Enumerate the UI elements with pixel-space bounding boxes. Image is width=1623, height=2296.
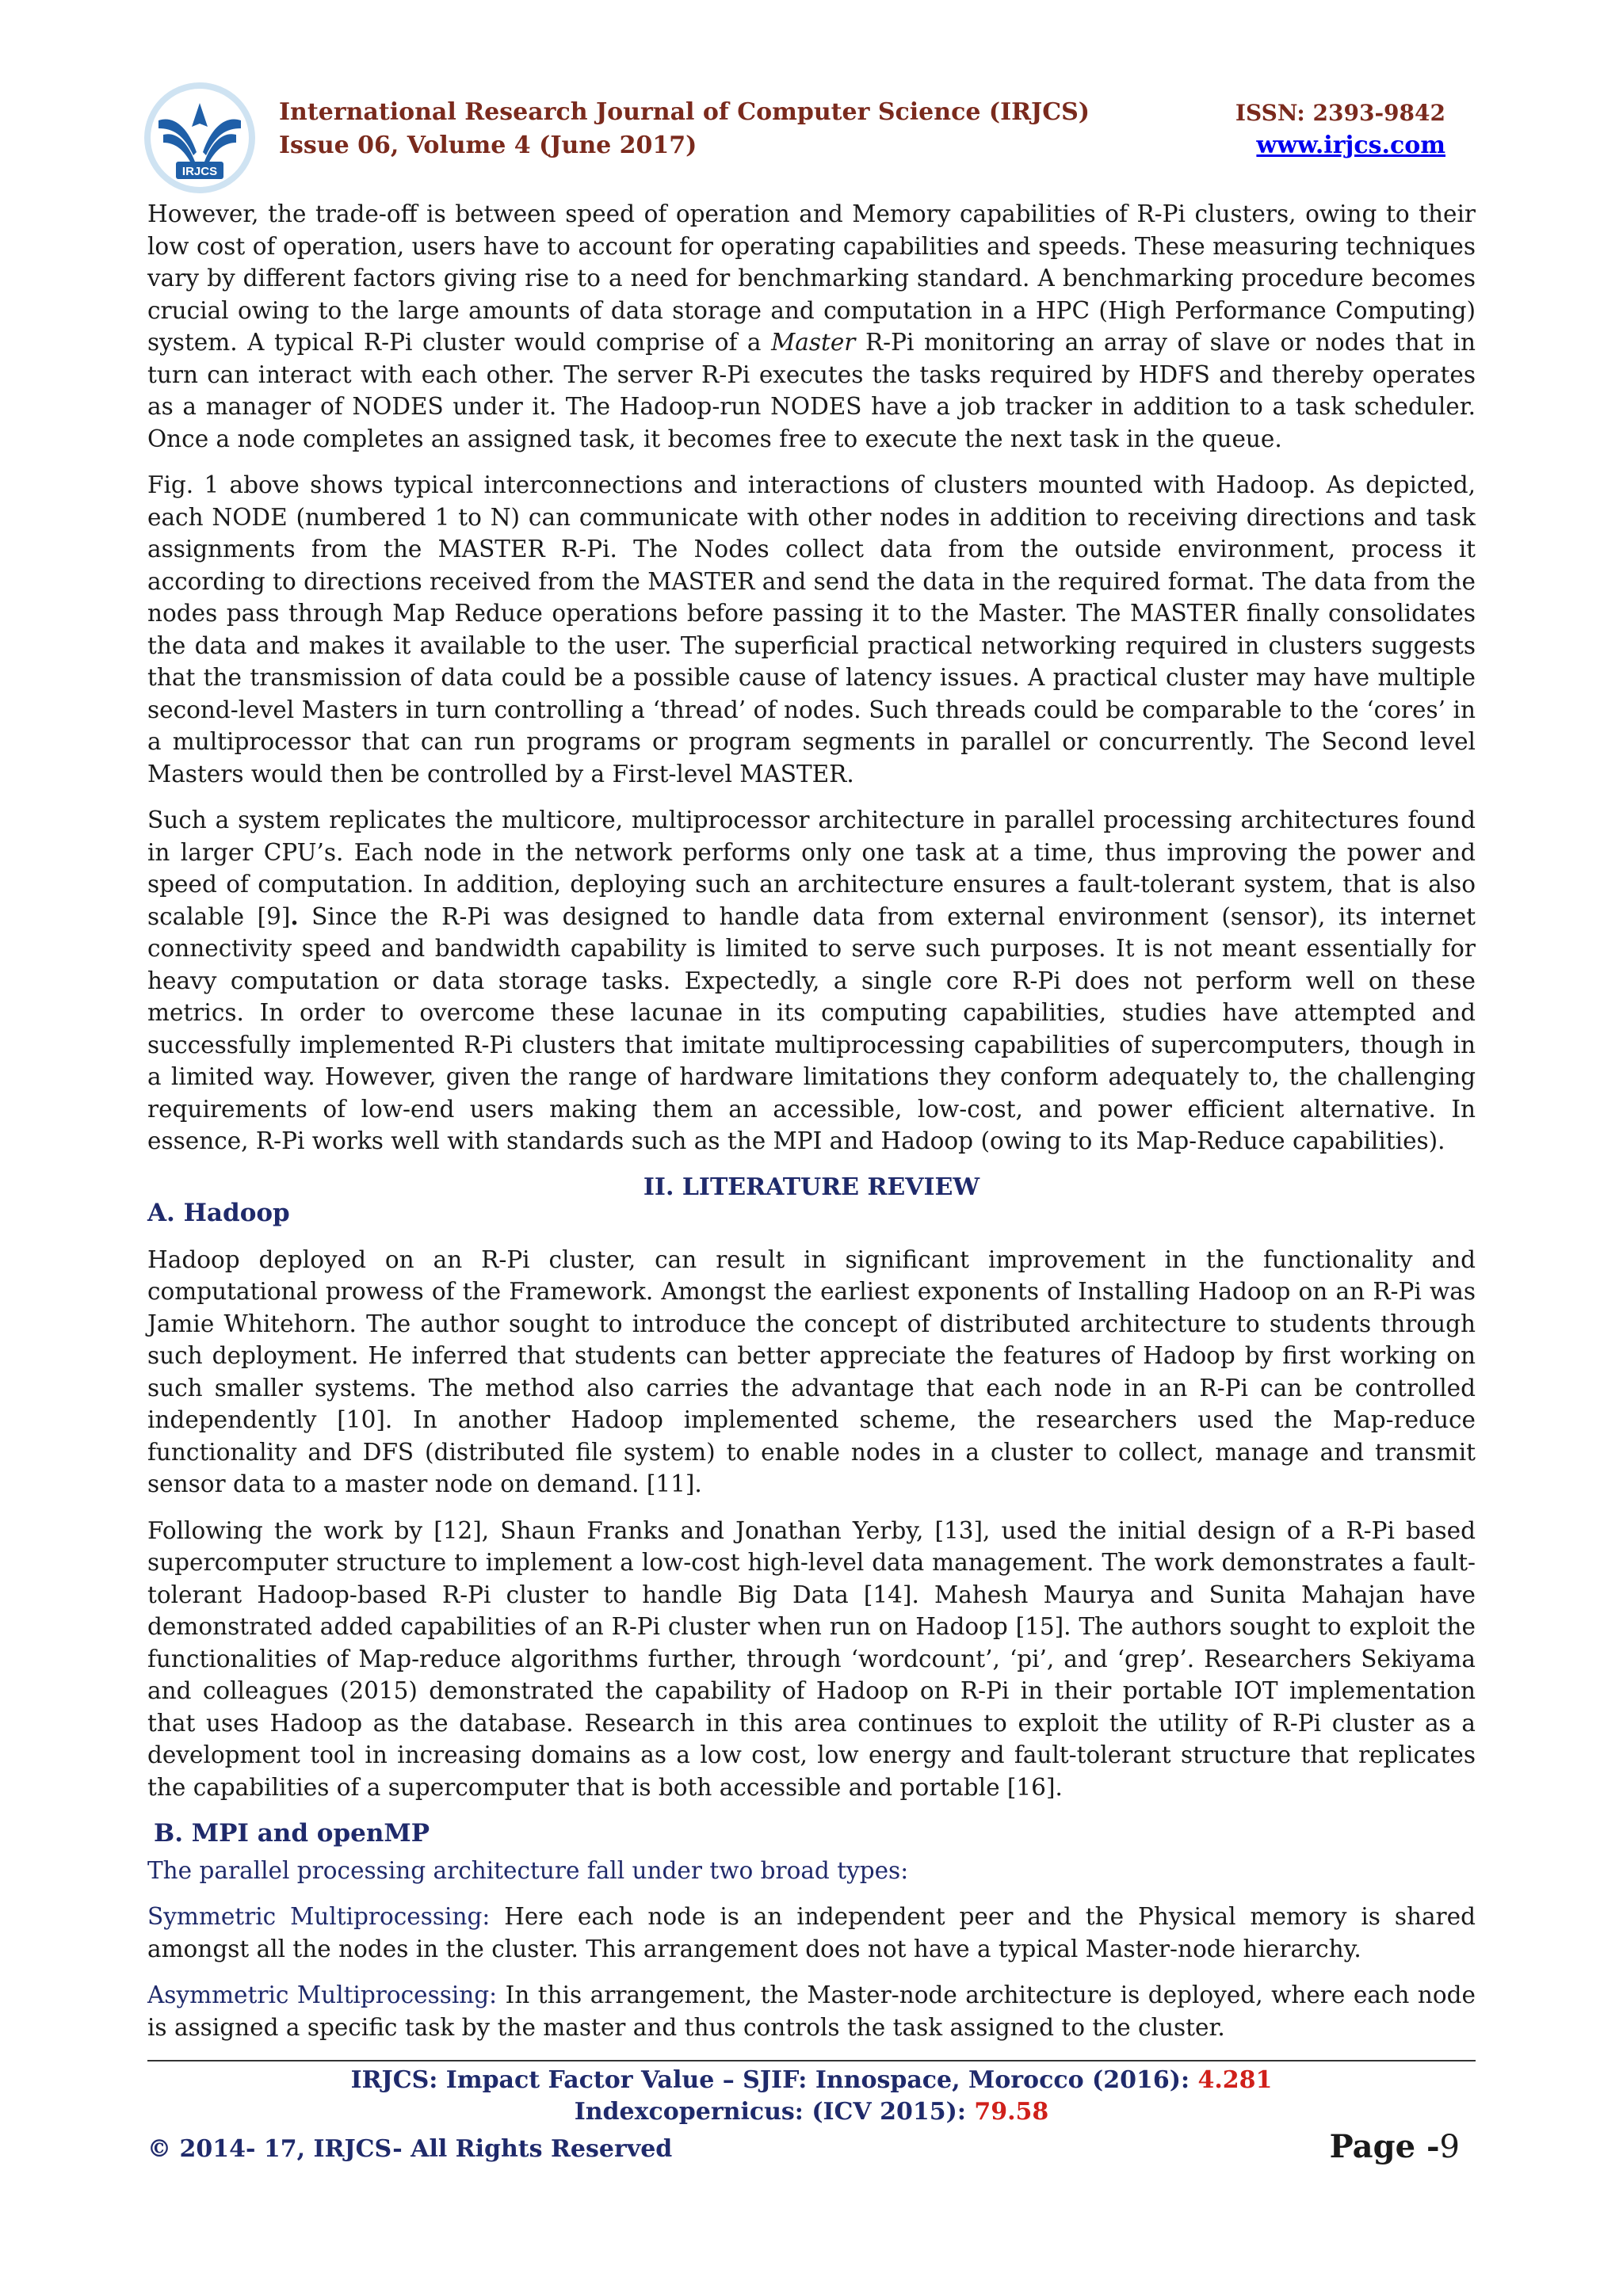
paragraph-1: However, the trade-off is between speed of operation and Memory capabilities of R-Pi clusters, owing to their low cost of operation, users have to account for operating capabilities and speeds. These measuring techniques vary by different factors giving rise to a need for benchmarking standard. A benchmarking procedure becomes crucial owing to the large amounts of data storage and computation in a HPC (High Performance Computing) system. A typical R-Pi cluster would comprise of a Master R-Pi monitoring an array of slave or nodes that in turn can interact with each other. The server R-Pi executes the tasks required by HDFS and thereby operates as a manager of NODES under it. The Hadoop-run NODES have a job tracker in addition to a task scheduler. Once a node completes an assigned task, it becomes free to execute the next task in the queue. — [147, 200, 1476, 452]
irjcs-logo-icon — [141, 79, 258, 196]
paragraph-4: Hadoop deployed on an R-Pi cluster, can result in significant improvement in the functionality and computational prowess of the Framework. Amongst the earliest exponents of Installing Hadoop on an R-Pi was Jamie Whitehorn. The author sought to introduce the concept of distributed architecture to students through such deployment. He inferred that students can better appreciate the features of Hadoop by first working on such smaller systems. The method also carries the advantage that each node in an R-Pi can be controlled independently [10]. In another Hadoop implemented scheme, the researchers used the Map-reduce functionality and DFS (distributed file system) to enable nodes in a cluster to collect, manage and transmit sensor data to a master node on demand. [11]. — [147, 1245, 1476, 1497]
asymmetric-label: Asymmetric Multiprocessing: — [147, 1981, 498, 2008]
mpi-intro: The parallel processing architecture fall under two broad types: — [147, 1856, 909, 1884]
symmetric-paragraph: Symmetric Multiprocessing: Here each node is an independent peer and the Physical memory is shared amongst all the nodes in the cluster. This arrangement does not have a typical Master-node hierarchy. — [147, 1903, 1476, 1962]
subsection-heading-mpi: B. MPI and openMP — [154, 1819, 430, 1848]
paragraph-5: Following the work by [12], Shaun Franks and Jonathan Yerby, [13], used the initial design of a R-Pi based supercomputer structure to implement a low-cost high-level data management. The work demonstrates a fault-tolerant Hadoop-based R-Pi cluster to handle Big Data [14]. Mahesh Maurya and Sunita Mahajan have demonstrated added capabilities of an R-Pi cluster when run on Hadoop [15]. The authors sought to exploit the functionalities of Map-reduce algorithms further, through ‘wordcount’, ‘pi’, and ‘grep’. Researchers Sekiyama and colleagues (2015) demonstrated the capability of Hadoop on R-Pi in their portable IOT implementation that uses Hadoop as the database. Research in this area continues to exploit the utility of R-Pi cluster as a development tool in increasing domains as a low cost, low energy and fault-tolerant structure that replicates the capabilities of a supercomputer that is both accessible and portable [16]. — [147, 1516, 1476, 1801]
symmetric-label: Symmetric Multiprocessing: — [147, 1903, 491, 1930]
subsection-heading-hadoop: A. Hadoop — [147, 1199, 290, 1227]
issue-info: Issue 06, Volume 4 (June 2017) — [279, 132, 697, 159]
paragraph-2: Fig. 1 above shows typical interconnections and interactions of clusters mounted with Hadoop. As depicted, each NODE (numbered 1 to N) can communicate with other nodes in addition to receiving directions and task assignments from the MASTER R-Pi. The Nodes collect data from the outside environment, process it according to directions received from the MASTER and send the data in the required format. The data from the nodes pass through Map Reduce operations before passing it to the Master. The MASTER finally consolidates the data and makes it available to the user. The superficial practical networking required in clusters suggests that the transmission of data could be a possible cause of latency issues. A practical cluster may have multiple second-level Masters in turn controlling a ‘thread’ of nodes. Such threads could be comparable to the ‘cores’ in a multiprocessor that can run programs or program segments in parallel or concurrently. The Second level Masters would then be controlled by a First-level MASTER. — [147, 471, 1476, 788]
copyright: © 2014- 17, IRJCS- All Rights Reserved — [147, 2135, 673, 2163]
page-number: Page -9 — [1329, 2128, 1460, 2165]
journal-url-link[interactable]: www.irjcs.com — [1256, 132, 1445, 159]
index-copernicus: Indexcopernicus: (ICV 2015): 79.58 — [574, 2098, 1049, 2126]
footer-divider — [147, 2060, 1476, 2061]
impact-factor: IRJCS: Impact Factor Value – SJIF: Innospace, Morocco (2016): 4.281 — [350, 2066, 1273, 2094]
asymmetric-paragraph: Asymmetric Multiprocessing: In this arrangement, the Master-node architecture is deployed, where each node is assigned a specific task by the master and thus controls the task assigned to the cluster. — [147, 1981, 1476, 2041]
logo-text: IRJCS — [181, 165, 218, 178]
paragraph-3: Such a system replicates the multicore, multiprocessor architecture in parallel processing architectures found in larger CPU’s. Each node in the network performs only one task at a time, thus improving the power and speed of computation. In addition, deploying such an architecture ensures a fault-tolerant system, that is also scalable [9]. Since the R-Pi was designed to handle data from external environment (sensor), its internet connectivity speed and bandwidth capability is limited to serve such purposes. It is not meant essentially for heavy computation or data storage tasks. Expectedly, a single core R-Pi does not perform well on these metrics. In order to overcome these lacunae in its computing capabilities, studies have attempted and successfully implemented R-Pi clusters that imitate multiprocessing capabilities of supercomputers, though in a limited way. However, given the range of hardware limitations they conform adequately to, the challenging requirements of low-end users making them an accessible, low-cost, and power efficient alternative. In essence, R-Pi works well with standards such as the MPI and Hadoop (owing to its Map-Reduce capabilities). — [147, 807, 1476, 1154]
section-heading-literature-review: II. LITERATURE REVIEW — [643, 1173, 980, 1201]
article-body — [147, 198, 1476, 2058]
issn: ISSN: 2393-9842 — [1235, 100, 1445, 126]
journal-title: International Research Journal of Computer Science (IRJCS) — [279, 98, 1090, 126]
